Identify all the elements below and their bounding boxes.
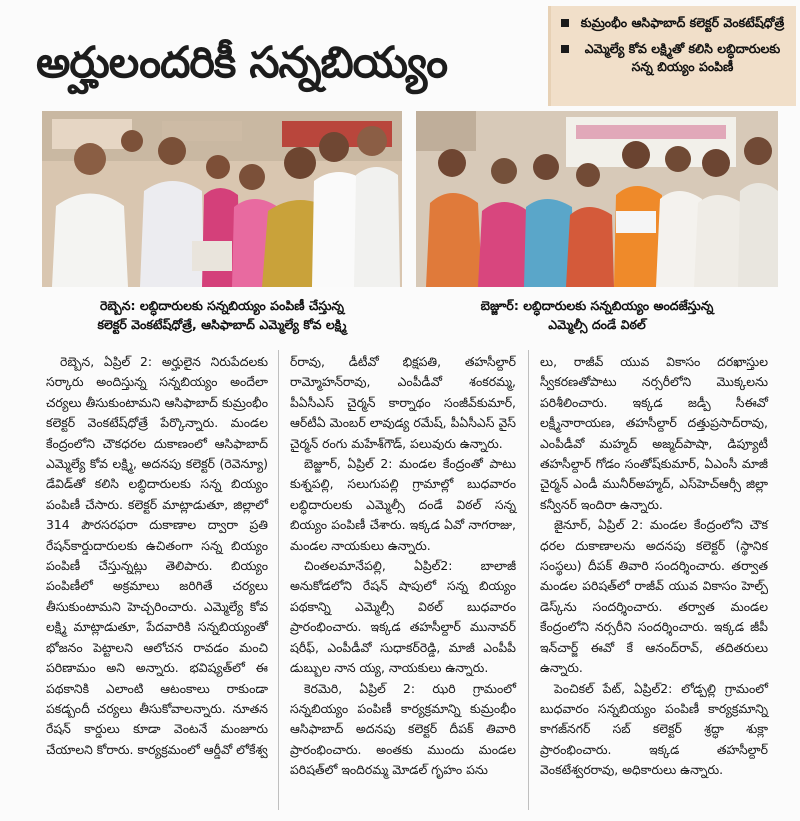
headline: అర్హులందరికీ సన్నబియ్యం: [36, 38, 448, 88]
column-divider: [528, 350, 529, 810]
article-paragraph: కెరమెరి, ఏప్రిల్ 2: ఝరి గ్రామంలో సన్నబియ్యం పంపిణీ కార్యక్రమాన్ని కుమ్రంభీం ఆసిఫాబాద్ అదనపు కలెక్టర్ దీపక్ తివారి ప్రారంభించారు. అంతకు ముందు మండల పరిషత్‌లో ఇందిరమ్మ మోడల్ గృహం పను: [290, 680, 516, 778]
photo-bejjur-image: [416, 111, 778, 287]
deck-point-text: ఎమ్మెల్యే కోవ లక్ష్మితో కలిసి లబ్ధిదారులకు సన్న బియ్యం పంపిణీ: [584, 41, 781, 74]
deck-box: [548, 6, 796, 106]
photo-caption-rebbena: [42, 296, 402, 334]
column-divider: [278, 350, 279, 810]
article-paragraph: జైనూర్, ఏప్రిల్ 2: మండల కేంద్రంలోని చౌక ధరల దుకాణాలను అదనపు కలెక్టర్ (స్థానిక సంస్థలు) దీపక్ తివారి సందర్శించారు. తర్వాత మండల పరిషత్‌లో రాజీవ్ యువ వికాసం హెల్ప్ డెస్క్‌ను సందర్శించారు. తర్వాత మండల కేంద్రంలోని నర్సరీని సందర్శించారు. ఇక్కడ జీపీ ఇన్‌చార్జ్ ఈవో కే ఆనంద్‌రావ్, తదితరులు ఉన్నారు.: [540, 517, 768, 676]
article-column-1: [46, 352, 268, 760]
caption-line: ఎమ్మెల్సీ దండే విఠల్: [548, 317, 646, 332]
article-column-3: [540, 352, 768, 781]
article-paragraph: చింతలమానేపల్లి, ఏప్రిల్2: బాలాజీ అనుకోడలోని రేషన్ షాపులో సన్న బియ్యం పథకాన్ని ఎమ్మెల్సీ విఠల్ బుధవారం ప్రారంభించారు. ఇక్కడ తహసీల్దార్ మునావర్ షరీఫ్, ఎంపీడీవో సుధాకర్‌రెడ్డి, మాజీ ఎంపీపీ డుబ్బుల నాన య్య, నాయకులు ఉన్నారు.: [290, 558, 516, 676]
photo-bejjur: [416, 111, 778, 287]
deck-point-text: కుమ్రంభీం ఆసిఫాబాద్ కలెక్టర్ వెంకటేష్‌ధోత్రే: [580, 15, 785, 30]
caption-line: రెబ్బెన: లబ్ధిదారులకు సన్నబియ్యం పంపిణీ చేస్తున్న: [99, 298, 345, 313]
photo-caption-bejjur: [416, 296, 778, 334]
caption-line: బెజ్జూర్: లబ్ధిదారులకు సన్నబియ్యం అందజేస్తున్న: [480, 298, 714, 313]
deck-point: [561, 14, 790, 32]
article-paragraph: లు, రాజీవ్ యువ వికాసం దరఖాస్తుల స్వీకరణతోపాటు నర్సరీలోని మొక్కలను పరిశీలించారు. ఇక్కడ జడ్పీ సీఈవో లక్ష్మీనారాయణ, తహసీల్దార్ దత్తుప్రసాద్‌రావు, ఎంపీడీవో మహ్మద్ అజ్మద్‌పాషా, డిప్యూటీ తహసీల్దార్ గోడం సంతోష్‌కుమార్, ఏఎంసీ మాజీ చైర్మన్ ఎండీ మునీర్‌అహ్మద్, ఎస్‌హెచ్‌ఆర్సీ జిల్లా కన్వీనర్ ఇందిరా ఉన్నారు.: [540, 354, 768, 512]
article-paragraph: బెజ్జూర్, ఏప్రిల్ 2: మండల కేంద్రంతో పాటు కుశ్నపల్లి, సలుగుపల్లి గ్రామాల్లో బుధవారం లబ్ధిదారులకు ఎమ్మెల్సీ దండే విఠల్ సన్న బియ్యం పంపిణీ చేశారు. ఇక్కడ ఏవో నాగరాజు, మండల నాయకులు ఉన్నారు.: [290, 456, 516, 553]
square-bullet-icon: [561, 45, 569, 53]
article-paragraph: ర్‌రావు, డీటీవో భిక్షపతి, తహసీల్దార్ రామ్మోహన్‌రావు, ఎంపీడీవో శంకరమ్మ, పీఏసీఎస్ చైర్మన్ కార్నాథం సంజీవ్‌కుమార్, ఆర్‌టీఏ మెంబర్ లావుడ్య రమేష్, పీఏసీఎస్ వైస్ చైర్మన్ రంగు మహేశ్‌గౌడ్, పలువురు ఉన్నారు.: [290, 354, 516, 451]
caption-line: కలెక్టర్ వెంకటేష్‌ధోత్రే, ఆసిఫాబాద్ ఎమ్మెల్యే కోవ లక్ష్మి: [97, 317, 347, 332]
article-paragraph: పెంచికల్ పేట్, ఏప్రిల్2: లోడ్పల్లి గ్రామంలో బుధవారం సన్నబియ్యం పంపిణీ కార్యక్రమాన్ని కాగజ్‌నగర్ సబ్ కలెక్టర్ శ్రద్ధా శుక్లా ప్రారంభించారు. ఇక్కడ తహసీల్దార్ వెంకటేశ్వరరావు, అధికారులు ఉన్నారు.: [540, 680, 768, 778]
square-bullet-icon: [561, 19, 569, 27]
article-column-2: [290, 352, 516, 781]
photo-rebbena-image: [42, 111, 402, 287]
photo-rebbena: [42, 111, 402, 287]
deck-point: [561, 40, 790, 76]
article-paragraph: రెబ్బెన, ఏప్రిల్ 2: అర్హులైన నిరుపేదలకు సర్కారు అందిస్తున్న సన్నబియ్యం అందేలా చర్యలు తీసుకుంటామని ఆసిఫాబాద్ కుమ్రంభీం కలెక్టర్ వెంకటేష్‌ధోత్రే పేర్కొన్నారు. మండల కేంద్రంలోని చౌకధరల దుకాణంలో ఆసిఫాబాద్ ఎమ్మెల్యే కోవ లక్ష్మి, అదనపు కలెక్టర్ (రెవెన్యూ) డేవిడ్‌తో కలిసి లబ్ధిదారులకు సన్న బియ్యం పంపిణీ చేసారు. కలెక్టర్ మాట్లాడుతూ, జిల్లాలో 314 పౌరసరఫరా దుకాణాల ద్వారా ప్రతి రేషన్‌కార్డుదారులకు ఉచితంగా సన్న బియ్యం పంపిణీ చేస్తున్నట్లు తెలిపారు. బియ్యం పంపిణీలో అక్రమాలు జరిగితే చర్యలు తీసుకుంటామని హెచ్చరించారు. ఎమ్మెల్యే కోవ లక్ష్మి మాట్లాడుతూ, పేదవారికి సన్నబియ్యంతో భోజనం పెట్టాలని ఆలోచన రావడం మంచి పరిణామం అని అన్నారు. భవిష్యత్‌లో ఈ పథకానికి ఎలాంటి ఆటంకాలు రాకుండా పకడ్బందీ చర్యలు తీసుకోవాలన్నారు. నూతన రేషన్ కార్డులు కూడా వెంటనే మంజూరు చేయాలని కోరారు. కార్యక్రమంలో ఆర్డీవో లోకేశ్వ: [46, 354, 268, 757]
